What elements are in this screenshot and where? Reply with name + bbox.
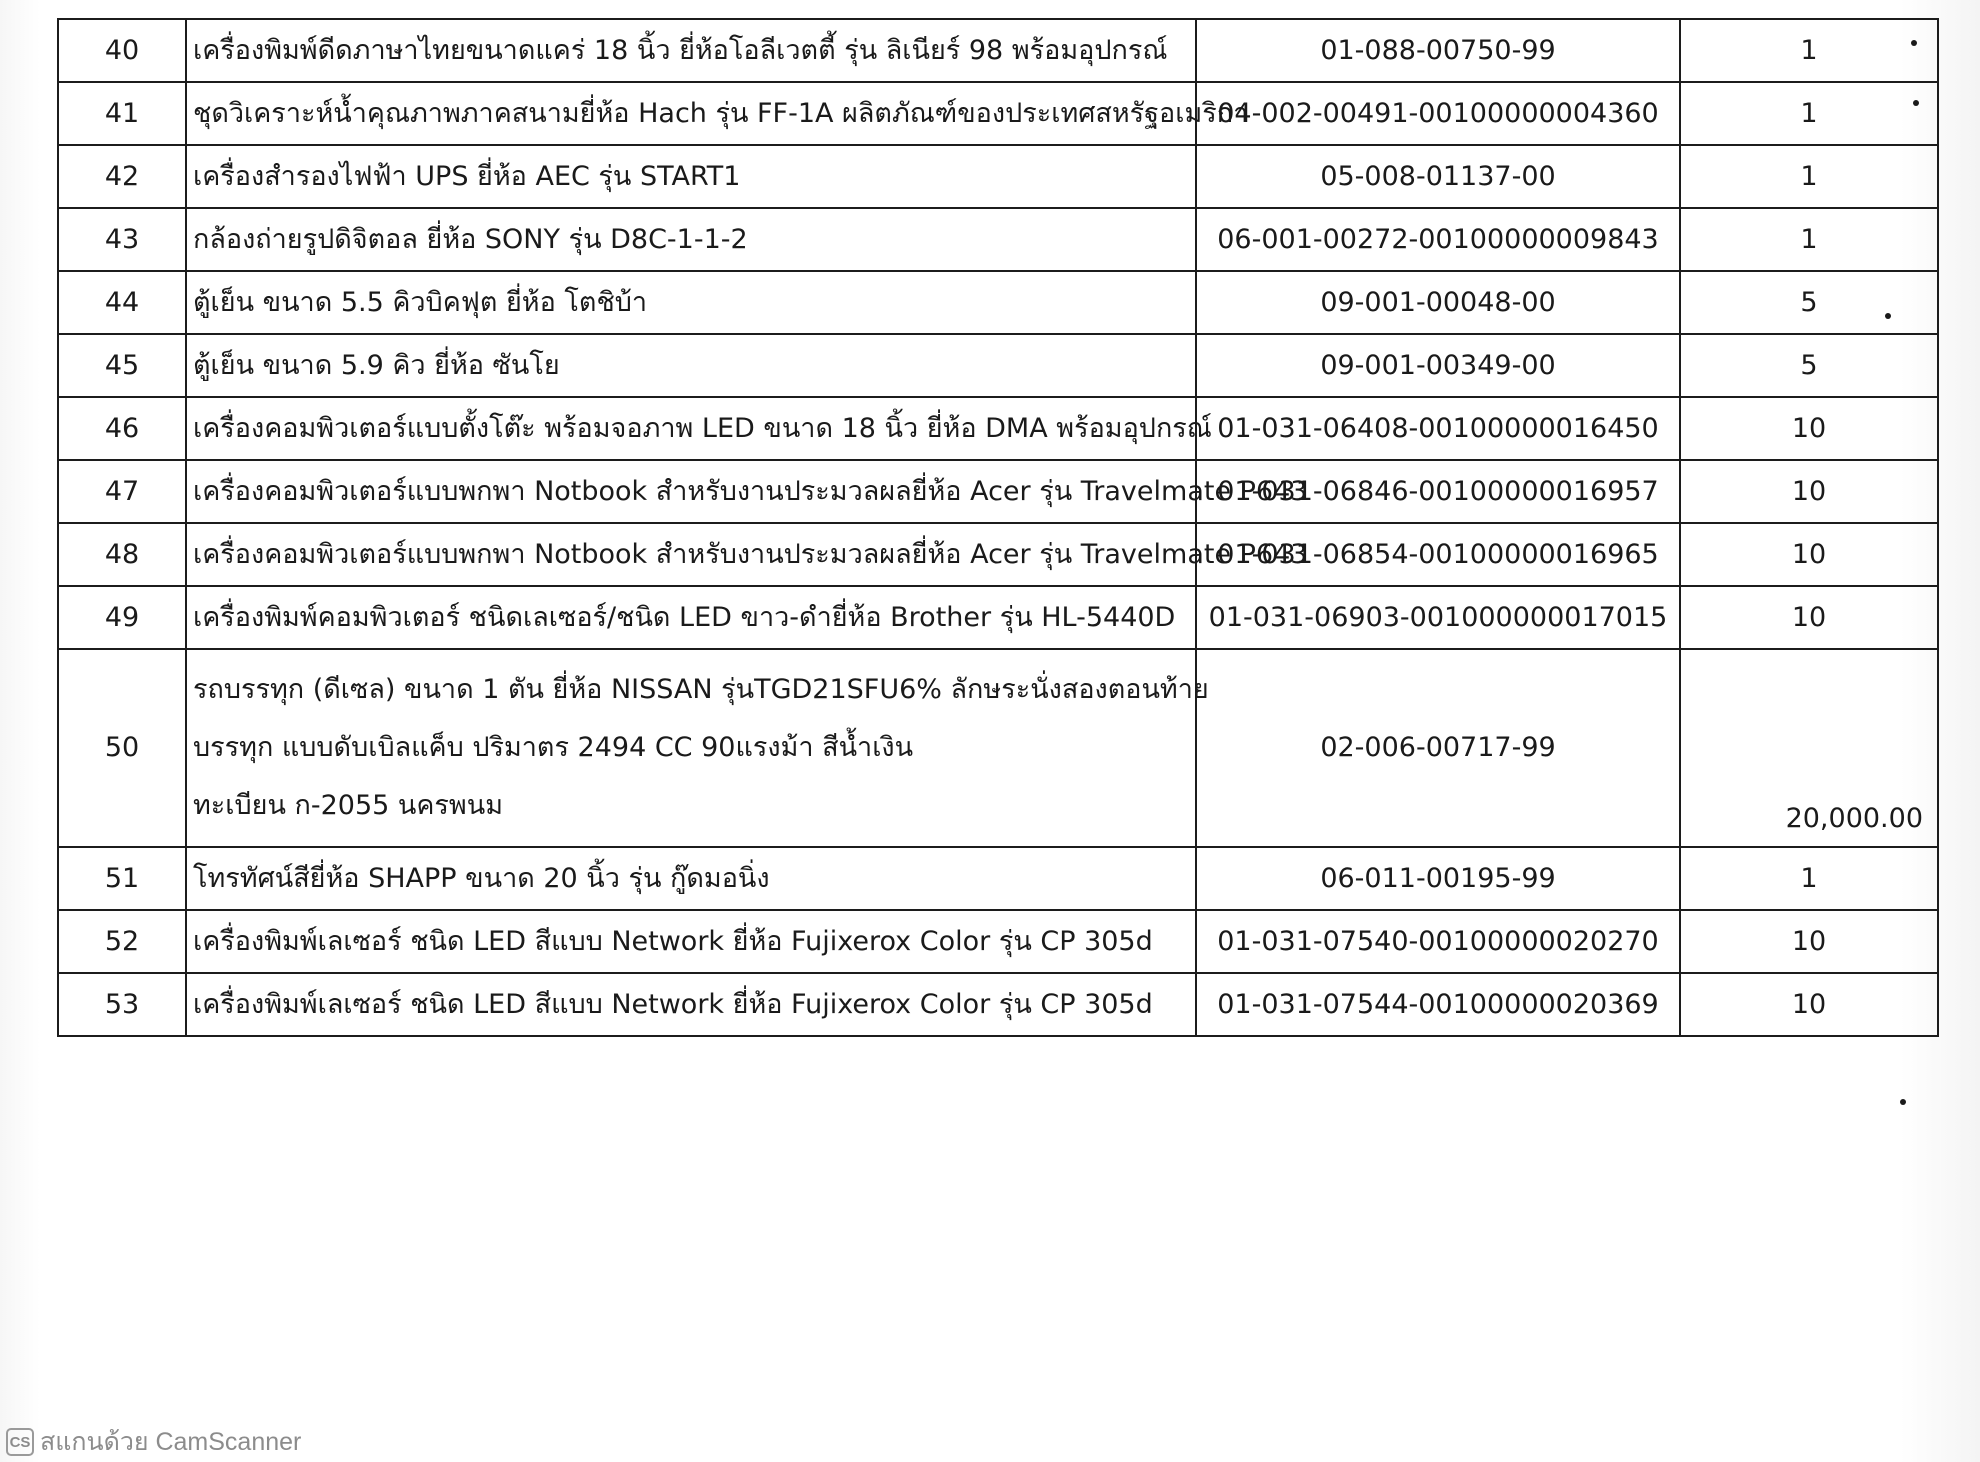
row-number: 50 xyxy=(58,649,186,847)
table-row xyxy=(58,523,1938,586)
table-row xyxy=(58,649,1938,847)
table-row xyxy=(58,208,1938,271)
table-row xyxy=(58,910,1938,973)
table-row xyxy=(58,973,1938,1036)
asset-code: 01-031-07544-00100000020369 xyxy=(1196,973,1680,1036)
table-row xyxy=(58,847,1938,910)
item-description: เครื่องพิมพ์เลเซอร์ ชนิด LED สีแบบ Network ยี่ห้อ Fujixerox Color รุ่น CP 305d xyxy=(186,973,1196,1036)
asset-code: 04-002-00491-00100000004360 xyxy=(1196,82,1680,145)
asset-code: 01-031-06846-00100000016957 xyxy=(1196,460,1680,523)
quantity: 20,000.00 xyxy=(1680,649,1938,847)
quantity: 10 xyxy=(1680,973,1938,1036)
item-description: เครื่องสำรองไฟฟ้า UPS ยี่ห้อ AEC รุ่น START1 xyxy=(186,145,1196,208)
item-description: โทรทัศน์สียี่ห้อ SHAPP ขนาด 20 นิ้ว รุ่น กู๊ดมอนิ่ง xyxy=(186,847,1196,910)
quantity: 5 xyxy=(1680,334,1938,397)
row-number: 47 xyxy=(58,460,186,523)
quantity: 5 xyxy=(1680,271,1938,334)
row-number: 41 xyxy=(58,82,186,145)
row-number: 45 xyxy=(58,334,186,397)
quantity: 1 xyxy=(1680,145,1938,208)
scan-speck xyxy=(1900,1099,1906,1105)
row-number: 44 xyxy=(58,271,186,334)
asset-code: 09-001-00349-00 xyxy=(1196,334,1680,397)
item-description-line: รถบรรทุก (ดีเซล) ขนาด 1 ตัน ยี่ห้อ NISSAN รุ่นTGD21SFU6% ลักษระนั่งสองตอนท้าย xyxy=(193,674,1209,705)
asset-code: 01-031-06408-00100000016450 xyxy=(1196,397,1680,460)
item-description: เครื่องคอมพิวเตอร์แบบพกพา Notbook สำหรับงานประมวลผลยี่ห้อ Acer รุ่น Travelmate P643 xyxy=(186,523,1196,586)
item-description: เครื่องพิมพ์ดีดภาษาไทยขนาดแคร่ 18 นิ้ว ยี่ห้อโอลีเวตตี้ รุ่น ลิเนียร์ 98 พร้อมอุปกรณ์ xyxy=(186,19,1196,82)
item-description xyxy=(186,649,1209,847)
item-description: ชุดวิเคราะห์น้ำคุณภาพภาคสนามยี่ห้อ Hach รุ่น FF-1A ผลิตภัณฑ์ของประเทศสหรัฐอเมริกา xyxy=(186,82,1196,145)
table-row xyxy=(58,145,1938,208)
row-number: 46 xyxy=(58,397,186,460)
asset-code: 01-031-06903-001000000017015 xyxy=(1196,586,1680,649)
row-number: 40 xyxy=(58,19,186,82)
asset-code: 05-008-01137-00 xyxy=(1196,145,1680,208)
watermark-text: สแกนด้วย CamScanner xyxy=(40,1428,302,1456)
row-number: 43 xyxy=(58,208,186,271)
asset-code: 02-006-00717-99 xyxy=(1196,649,1680,847)
camscanner-watermark xyxy=(6,1422,301,1462)
asset-code: 06-001-00272-00100000009843 xyxy=(1196,208,1680,271)
table-row xyxy=(58,460,1938,523)
table-row xyxy=(58,271,1938,334)
row-number: 52 xyxy=(58,910,186,973)
table-row xyxy=(58,397,1938,460)
quantity: 10 xyxy=(1680,523,1938,586)
quantity: 10 xyxy=(1680,586,1938,649)
asset-table xyxy=(57,18,1939,1037)
asset-code: 01-031-07540-00100000020270 xyxy=(1196,910,1680,973)
row-number: 51 xyxy=(58,847,186,910)
table-row xyxy=(58,82,1938,145)
table-row xyxy=(58,586,1938,649)
item-description: เครื่องพิมพ์เลเซอร์ ชนิด LED สีแบบ Network ยี่ห้อ Fujixerox Color รุ่น CP 305d xyxy=(186,910,1196,973)
table-row xyxy=(58,19,1938,82)
scan-speck xyxy=(1885,313,1891,319)
item-description: เครื่องคอมพิวเตอร์แบบตั้งโต๊ะ พร้อมจอภาพ LED ขนาด 18 นิ้ว ยี่ห้อ DMA พร้อมอุปกรณ์ xyxy=(186,397,1196,460)
camscanner-logo-icon: CS xyxy=(6,1428,34,1456)
scan-speck xyxy=(1911,40,1917,46)
item-description-line: บรรทุก แบบดับเบิลแค็บ ปริมาตร 2494 CC 90แรงม้า สีน้ำเงิน xyxy=(193,732,914,763)
quantity: 10 xyxy=(1680,460,1938,523)
row-number: 53 xyxy=(58,973,186,1036)
asset-code: 01-088-00750-99 xyxy=(1196,19,1680,82)
row-number: 48 xyxy=(58,523,186,586)
item-description: เครื่องคอมพิวเตอร์แบบพกพา Notbook สำหรับงานประมวลผลยี่ห้อ Acer รุ่น Travelmate P643 xyxy=(186,460,1196,523)
quantity: 10 xyxy=(1680,910,1938,973)
item-description: กล้องถ่ายรูปดิจิตอล ยี่ห้อ SONY รุ่น D8C-1-1-2 xyxy=(186,208,1196,271)
item-description: ตู้เย็น ขนาด 5.5 คิวบิคฟุต ยี่ห้อ โตชิบ้า xyxy=(186,271,1196,334)
scan-speck xyxy=(1913,100,1919,106)
row-number: 42 xyxy=(58,145,186,208)
table-row xyxy=(58,334,1938,397)
quantity: 1 xyxy=(1680,82,1938,145)
quantity: 1 xyxy=(1680,19,1938,82)
quantity: 10 xyxy=(1680,397,1938,460)
asset-code: 06-011-00195-99 xyxy=(1196,847,1680,910)
item-description-line: ทะเบียน ก-2055 นครพนม xyxy=(193,790,503,821)
quantity: 1 xyxy=(1680,847,1938,910)
quantity: 1 xyxy=(1680,208,1938,271)
asset-code: 09-001-00048-00 xyxy=(1196,271,1680,334)
item-description: ตู้เย็น ขนาด 5.9 คิว ยี่ห้อ ซันโย xyxy=(186,334,1196,397)
asset-code: 01-031-06854-00100000016965 xyxy=(1196,523,1680,586)
item-description: เครื่องพิมพ์คอมพิวเตอร์ ชนิดเลเซอร์/ชนิด LED ขาว-ดำยี่ห้อ Brother รุ่น HL-5440D xyxy=(186,586,1196,649)
row-number: 49 xyxy=(58,586,186,649)
